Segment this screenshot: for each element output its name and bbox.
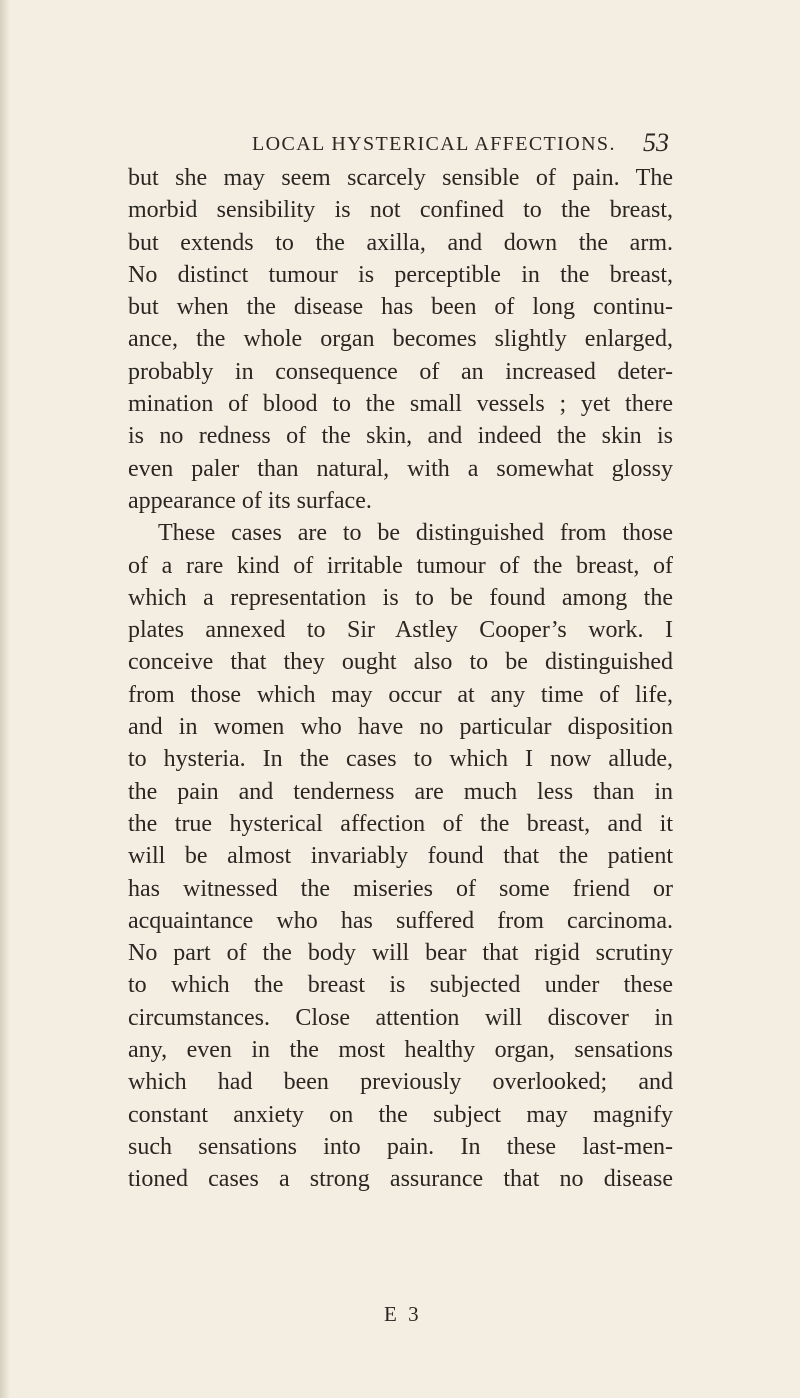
text-line: No part of the body will bear that rigid scrutiny <box>128 940 673 967</box>
text-line: will be almost invariably found that the patient <box>128 843 673 870</box>
text-line: ance, the whole organ becomes slightly enlarged, <box>128 326 673 353</box>
text-line: conceive that they ought also to be distinguished <box>128 649 673 676</box>
page-gutter-shadow <box>0 0 10 1398</box>
text-line: but she may seem scarcely sensible of pain. The <box>128 165 673 191</box>
paragraph-start: These cases are to be distinguished from those <box>158 520 673 547</box>
text-line: No distinct tumour is perceptible in the breast, <box>128 261 673 288</box>
text-line: of a rare kind of irritable tumour of the breast, of <box>128 552 673 579</box>
text-line: constant anxiety on the subject may magnify <box>128 1101 673 1128</box>
text-line: such sensations into pain. In these last-men- <box>128 1133 673 1160</box>
text-line: appearance of its surface. <box>128 487 372 514</box>
text-line: but when the disease has been of long continu- <box>128 294 673 321</box>
text-line: is no redness of the skin, and indeed the skin is <box>128 423 673 450</box>
text-line: acquaintance who has suffered from carcinoma. <box>128 907 673 934</box>
text-line: the pain and tenderness are much less than in <box>128 778 673 805</box>
text-line: tioned cases a strong assurance that no disease <box>128 1166 673 1193</box>
text-line: circumstances. Close attention will discover in <box>128 1004 673 1031</box>
text-line: and in women who have no particular disposition <box>128 714 673 741</box>
text-line: mination of blood to the small vessels ; yet there <box>128 391 673 418</box>
text-line: probably in consequence of an increased deter- <box>128 358 673 385</box>
signature-mark: E 3 <box>384 1302 422 1326</box>
text-line: any, even in the most healthy organ, sensations <box>128 1037 673 1064</box>
text-line: the true hysterical affection of the breast, and it <box>128 810 673 837</box>
text-line: to hysteria. In the cases to which I now allude, <box>128 746 673 773</box>
page-number: 53 <box>643 128 669 157</box>
text-line: morbid sensibility is not confined to the breast, <box>128 197 673 224</box>
text-line: from those which may occur at any time of life, <box>128 681 673 708</box>
text-line: even paler than natural, with a somewhat glossy <box>128 455 673 482</box>
text-line: but extends to the axilla, and down the arm. <box>128 229 673 256</box>
text-line: has witnessed the miseries of some friend or <box>128 875 673 902</box>
text-line: to which the breast is subjected under these <box>128 972 673 999</box>
text-line: plates annexed to Sir Astley Cooper’s work. I <box>128 617 673 644</box>
text-line: which a representation is to be found among the <box>128 584 673 611</box>
body-text <box>128 162 673 1196</box>
text-line: which had been previously overlooked; and <box>128 1069 673 1096</box>
running-header: LOCAL HYSTERICAL AFFECTIONS. <box>252 133 616 155</box>
